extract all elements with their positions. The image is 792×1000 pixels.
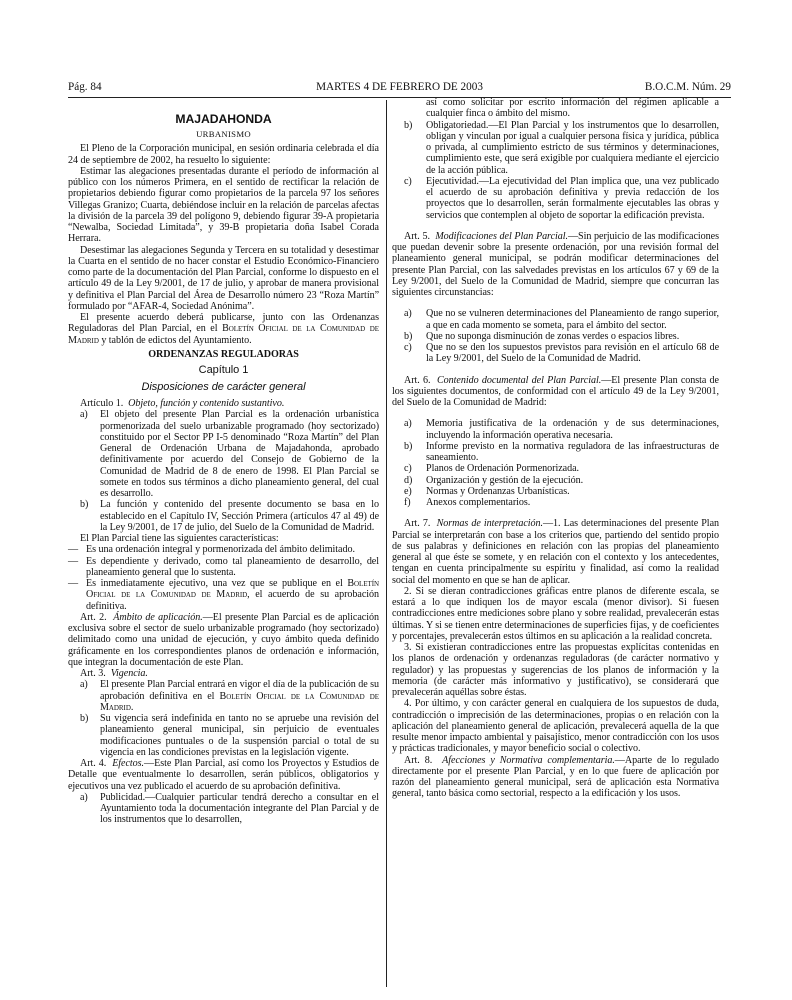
list-text: así como solicitar por escrito información del régimen aplicable a cualquier finca o ámbito del mismo. xyxy=(426,97,719,120)
list-marker: a) xyxy=(80,791,88,803)
column-divider xyxy=(386,100,387,987)
paragraph: 2. Si se dieran contradicciones gráficas entre planos de diferente escala, se estará a lo que indiquen los de mayor escala (menor divisor). Si fuesen contradicciones entre mediciones sobre plano y sobre realidad, prevalecerán estas últimas. Y si se tienen entre determinaciones de superficies fijas, y de coeficientes y porcentajes, prevalecerán estos últimos en su aplicación a la realidad concreta. xyxy=(392,585,719,642)
list-marker: b) xyxy=(80,499,89,511)
list-marker: a) xyxy=(404,418,412,430)
list-item xyxy=(68,499,379,533)
list-text: Que no se den los supuestos previstos para revisión en el artículo 68 de la Ley 9/2001, del Suelo de la Comunidad de Madrid. xyxy=(426,342,719,365)
dash-item xyxy=(68,556,379,579)
list-item xyxy=(68,713,379,758)
article-paragraph xyxy=(68,612,379,668)
list-text: Organización y gestión de la ejecución. xyxy=(426,474,584,486)
list-text: Memoria justificativa de la ordenación y de sus determinaciones, incluyendo la información operativa necesaria. xyxy=(426,418,719,441)
list-marker: a) xyxy=(80,679,88,691)
list-text xyxy=(100,679,379,713)
list-text: La función y contenido del presente documento se basa en lo establecido en el Capítulo IV, Sección Primera (artículos 47 al 49) de la Ley 9/2001, de 17 de julio, del Suelo de la Comunidad de Madrid. xyxy=(100,499,379,533)
text-run: y tablón de edictos del Ayuntamiento. xyxy=(98,334,252,346)
list-text: Es una ordenación integral y pormenorizada del ámbito delimitado. xyxy=(86,544,355,556)
article-number: Art. 4. xyxy=(80,758,107,769)
article-number: Art. 6. xyxy=(404,374,431,386)
article-text: —Aparte de lo regulado directamente por el presente Plan Parcial, y en lo que fuere de aplicación por razón del planeamiento general municipal, será de aplicación esta Normativa general, tanto básica como sectorial, respecto a la edificación y los usos. xyxy=(392,754,719,800)
list-marker: f) xyxy=(404,497,411,508)
article-number: Artículo 1. xyxy=(80,398,124,409)
dash-marker: — xyxy=(68,555,79,567)
list-text: Obligatoriedad.—El Plan Parcial y los instrumentos que lo desarrollen, obligan y vinculan por igual a cualquier persona física y jurídica, pública o privada, al cumplimiento estricto de sus términos y determinaciones, cumplimiento este, que será exigible por cualquiera mediante el ejercicio de la acción pública. xyxy=(426,119,719,176)
article-text: —Sin perjuicio de las modificaciones que puedan devenir sobre la presente ordenación, por una revisión formal del planeamiento general municipal, se podrán modificar determinaciones del presente Plan Parcial, con las salvedades previstas en los artículos 67 y 69 de la Ley 9/2001, del Suelo de la Comunidad de Madrid, siempre que concurran las siguientes circunstancias: xyxy=(392,230,719,298)
article-text: —1. Las determinaciones del presente Plan Parcial se interpretarán con base a los criterios que, partiendo del sentido propio de sus palabras y definiciones en relación con las propias del planeamiento general al que éste se somete, y en relación con el contexto y los antecedentes, tengan en cuenta principalmente su espíritu y finalidad, así como la realidad social del momento en que se han de aplicar. xyxy=(392,518,719,586)
bulletin-number: B.O.C.M. Núm. 29 xyxy=(644,81,731,93)
article-paragraph xyxy=(68,758,379,792)
bulletin-name: Boletín Oficial de la Comunidad de Madrid xyxy=(100,690,379,713)
list-marker: c) xyxy=(404,175,412,187)
list-item-continued xyxy=(392,97,719,120)
list-item xyxy=(68,792,379,826)
article-title: Modificaciones del Plan Parcial. xyxy=(435,230,568,242)
chapter-heading: Capítulo 1 xyxy=(198,364,249,376)
list-item xyxy=(392,176,719,221)
text-run: El presente Plan Parcial entrará en vigor el día de la publicación de su aprobación definitiva en el xyxy=(100,679,379,702)
list-item xyxy=(392,418,719,441)
list-text: Que no se vulneren determinaciones del Planeamiento de rango superior, a que en cada momento se someta, para el ámbito del sector. xyxy=(426,308,719,331)
page-header xyxy=(68,81,731,97)
list-item xyxy=(392,342,719,365)
article-heading xyxy=(68,398,379,409)
article-number: Art. 3. xyxy=(80,668,106,679)
bulletin-name: Boletín Oficial de la Comunidad de Madrid xyxy=(86,578,379,601)
article-number: Art. 5. xyxy=(404,230,430,242)
list-text: El objeto del presente Plan Parcial es la ordenación urbanística pormenorizada del suelo urbanizable programado (hoy sectorizado) constituido por el Sector PP I-5 denominado “Roza Martín” del Plan General de Ordenación Urbana de Majadahonda, aprobado definitivamente por acuerdo del Consejo de Gobierno de la Comunidad de Madrid de 8 de enero de 1998. El Plan Parcial se somete en todos sus términos a dicho planeamiento general, del cual es desarrollo. xyxy=(100,409,379,499)
paragraph: 3. Si existieran contradicciones entre las propuestas explícitas contenidas en los planos de ordenación y ordenanzas reguladoras (de carácter normativo y regulador) y las propuestas y sugerencias de los planos de información y la memoria (de carácter más informativo y justificativo), se considerará que prevalecerán aquéllas sobre éstas. xyxy=(392,642,719,698)
list-text: Planos de Ordenación Pormenorizada. xyxy=(426,463,579,475)
list-item xyxy=(68,409,379,499)
list-marker: b) xyxy=(404,330,413,342)
list-text: Es dependiente y derivado, como tal planeamiento de desarrollo, del planeamiento general que lo sustenta. xyxy=(86,555,379,578)
text-run: , el acuerdo de su aprobación definitiva. xyxy=(86,589,379,612)
article-text: —Este Plan Parcial, así como los Proyectos y Estudios de Detalle que eventualmente lo desarrollen, serán públicos, obligatorios y ejecutivos una vez publicado el acuerdo de su aprobación definitiva. xyxy=(68,758,379,792)
section-title: MAJADAHONDA xyxy=(175,112,272,126)
article-number: Art. 7. xyxy=(404,518,431,530)
list-marker: e) xyxy=(404,485,412,497)
article-text: —El presente Plan consta de los siguientes documentos, de conformidad con el artículo 49 de la Ley 9/2001, del Suelo de la Comunidad de Madrid: xyxy=(392,374,719,408)
list-text: Publicidad.—Cualquier particular tendrá derecho a consultar en el Ayuntamiento toda la documentación integrante del Plan Parcial y de los instrumentos que lo desarrollen, xyxy=(100,791,379,826)
text-run: . xyxy=(130,701,134,713)
page-number: Pág. 84 xyxy=(68,81,102,93)
list-item xyxy=(392,441,719,464)
list-marker: c) xyxy=(404,342,412,353)
article-title: Contenido documental del Plan Parcial. xyxy=(436,374,602,386)
article-title: Ámbito de aplicación. xyxy=(113,611,203,623)
dash-item xyxy=(68,578,379,612)
chapter-title: Disposiciones de carácter general xyxy=(141,381,306,393)
text-run: Es inmediatamente ejecutivo, una vez que se publique en el xyxy=(86,578,348,589)
paragraph: El Pleno de la Corporación municipal, en sesión ordinaria celebrada el día 24 de septiembre de 2002, ha resuelto lo siguiente: xyxy=(68,143,379,166)
article-text: —El presente Plan Parcial es de aplicación exclusiva sobre el sector de suelo urbanizable programado (hoy sectorizado) delimitado como una unidad de ejecución, y cuyo ámbito queda definido gráficamente en los correspondientes planos de ordenación e información, que integran la documentación de este Plan. xyxy=(68,611,379,668)
dash-marker: — xyxy=(68,578,79,589)
list-text: Anexos complementarios. xyxy=(426,497,531,508)
paragraph: 4. Por último, y con carácter general en cualquiera de los supuestos de duda, contradicción o imprecisión de las determinaciones, propias o en relación con la aplicación del planeamiento general de aplicación, prevalecerá aquella de la que resulte menor impacto ambiental y paisajístico, menor contradicción con los usos y prácticas tradicionales, y mayor beneficio social o colectivo. xyxy=(392,698,719,755)
list-item xyxy=(392,486,719,497)
article-heading xyxy=(68,668,379,679)
list-marker: b) xyxy=(80,713,89,724)
list-text: Su vigencia será indefinida en tanto no se apruebe una revisión del planeamiento general municipal, sin perjuicio de eventuales modificaciones puntuales o de la suspensión parcial o total de su vigencia en las condiciones previstas en la legislación vigente. xyxy=(100,713,379,758)
list-marker: b) xyxy=(404,440,413,452)
list-item xyxy=(68,679,379,713)
article-title: Normas de interpretación. xyxy=(436,518,544,530)
list-text xyxy=(86,578,379,612)
text-run: El presente acuerdo deberá publicarse, junto con las Ordenanzas Reguladoras del Plan Parcial, en el xyxy=(68,312,379,335)
list-item xyxy=(392,475,719,486)
list-text: Que no suponga disminución de zonas verdes o espacios libres. xyxy=(426,330,680,342)
list-marker: b) xyxy=(404,119,413,131)
list-text: Informe previsto en la normativa reguladora de las infraestructuras de saneamiento. xyxy=(426,440,719,463)
list-marker: c) xyxy=(404,463,412,475)
paragraph: Estimar las alegaciones presentadas durante el período de información al público con los números Primera, en el sentido de rectificar la relación de propietarios debiendo figurar como propietarios de la parcela 97 los señores Villegas Granizo; Cuarta, debiéndose incluir en la relación de parcelas afectas la división de la parcela 39 del polígono 9, debiendo figurar 39-A propietaria “Newalba, Sociedad Limitada”, y 39-B propietaria doña Isabel Corada Herrara. xyxy=(68,165,379,245)
right-column xyxy=(392,97,719,800)
dash-marker: — xyxy=(68,544,79,556)
list-marker: d) xyxy=(404,474,413,486)
list-marker: a) xyxy=(80,409,88,421)
bulletin-name: Boletín Oficial de la Comunidad de Madrid xyxy=(68,323,379,346)
article-title: Efectos. xyxy=(112,758,145,769)
list-text: Ejecutividad.—La ejecutividad del Plan implica que, una vez publicado el acuerdo de su aprobación definitiva y previa redacción de los proyectos que lo desarrollen, serán formalmente ejecutables las obras y servicios que contemplen al objeto de soportar la edificación prevista. xyxy=(426,175,719,221)
paragraph xyxy=(68,312,379,346)
article-paragraph xyxy=(392,231,719,299)
list-item xyxy=(392,120,719,176)
article-paragraph xyxy=(392,518,719,586)
article-title: Objeto, función y contenido sustantivo. xyxy=(128,398,285,409)
dash-item xyxy=(68,544,379,555)
section-subtitle: URBANISMO xyxy=(196,129,251,139)
article-title: Vigencia. xyxy=(110,668,148,679)
list-item xyxy=(392,308,719,331)
left-column xyxy=(68,112,379,826)
article-title: Afecciones y Normativa complementaria. xyxy=(442,754,615,766)
paragraph: El Plan Parcial tiene las siguientes características: xyxy=(80,533,279,544)
article-paragraph xyxy=(392,755,719,800)
list-marker: a) xyxy=(404,308,412,320)
article-number: Art. 2. xyxy=(80,611,107,623)
list-item xyxy=(392,331,719,342)
ordinances-heading: ORDENANZAS REGULADORAS xyxy=(148,348,299,360)
list-item xyxy=(392,497,719,508)
paragraph: Desestimar las alegaciones Segunda y Tercera en su totalidad y desestimar la Cuarta en el sentido de no hacer constar el Estudio Económico-Financiero como parte de la documentación del Plan Parcial, conforme lo dispuesto en el artículo 49 de la Ley 9/2001, de 17 de julio, y aprobar de manera provisional y definitiva el Plan Parcial del Área de Desarrollo número 23 “Roza Martín” formulado por “AFAR-4, Sociedad Anónima”. xyxy=(68,244,379,312)
issue-date: MARTES 4 DE FEBRERO DE 2003 xyxy=(316,81,483,93)
article-number: Art. 8. xyxy=(404,754,433,766)
article-paragraph xyxy=(392,375,719,409)
list-item xyxy=(392,463,719,474)
list-text: Normas y Ordenanzas Urbanísticas. xyxy=(426,485,570,497)
